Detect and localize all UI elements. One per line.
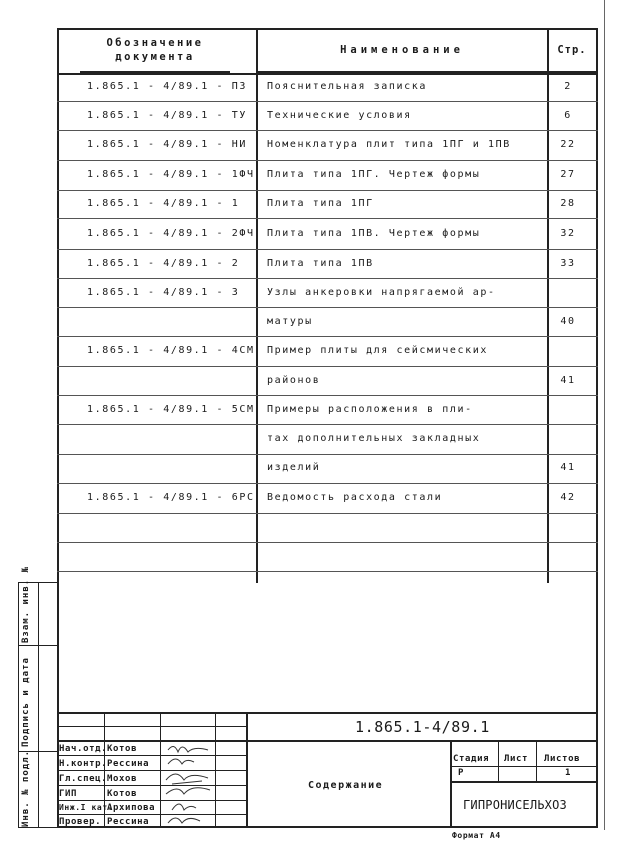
row-page: 2 [564,81,572,92]
row-divider [57,307,598,308]
signature-scribble [172,804,196,810]
title-block-line [57,800,246,801]
row-name: Номенклатура плит типа 1ПГ и 1ПВ [267,139,511,150]
row-designation: 1.865.1 - 4/89.1 - ТУ [87,110,248,121]
signature-scribble [168,818,200,823]
title-block-line [57,755,246,756]
row-name: Ведомость расхода стали [267,492,443,503]
side-stamp [18,565,58,828]
signature-scribble [168,746,208,752]
row-divider [57,101,598,102]
row-divider [57,366,598,367]
signature-scribble [166,774,208,784]
stage-value: Р [458,768,465,778]
row-designation: 1.865.1 - 4/89.1 - ПЗ [87,81,248,92]
sheets-value: 1 [565,768,572,778]
title-block-col [246,712,248,828]
title-block-line [57,814,246,815]
row-designation: 1.865.1 - 4/89.1 - 4СМ [87,345,255,356]
row-page: 41 [560,375,576,386]
row-page: 33 [560,258,576,269]
header-page: Стр. [548,28,596,73]
row-name: Плита типа 1ПВ. Чертеж формы [267,228,481,239]
row-page: 32 [560,228,576,239]
row-designation: 1.865.1 - 4/89.1 - 1ФЧ [87,169,255,180]
column-divider [256,28,258,583]
title-block-line [57,770,246,771]
title-block-col [498,742,499,782]
row-name: Узлы анкеровки напрягаемой ар- [267,287,496,298]
staff-surname: Архипова [107,803,156,813]
row-divider [57,454,598,455]
title-block-line [57,740,598,742]
row-name: матуры [267,316,313,327]
signature-marks [162,740,216,828]
row-name: Пояснительная записка [267,81,428,92]
staff-surname: Мохов [107,774,138,784]
staff-surname: Котов [107,744,138,754]
row-name: изделий [267,462,321,473]
staff-role: Инж.I кат. [59,803,114,812]
row-divider [57,571,598,572]
row-divider [57,513,598,514]
title-block-col [450,742,452,828]
row-designation: 1.865.1 - 4/89.1 - 2 [87,258,240,269]
row-divider [57,160,598,161]
row-name: Технические условия [267,110,412,121]
row-name: Плита типа 1ПГ [267,198,374,209]
row-divider [57,483,598,484]
title-block-top [57,712,598,714]
column-divider [547,28,549,583]
staff-role: Гл.спец. [59,774,108,784]
row-divider [57,542,598,543]
title-block-line [450,781,598,783]
row-name: районов [267,375,321,386]
sheet-title: Содержание [308,780,384,791]
row-page: 22 [560,139,576,150]
organization-name: ГИПРОНИСЕЛЬХОЗ [463,798,567,812]
row-designation: 1.865.1 - 4/89.1 - 1 [87,198,240,209]
row-designation: 1.865.1 - 4/89.1 - 3 [87,287,240,298]
row-designation: 1.865.1 - 4/89.1 - 5СМ [87,404,255,415]
row-page: 40 [560,316,576,327]
row-designation: 1.865.1 - 4/89.1 - 6РС [87,492,255,503]
row-page: 42 [560,492,576,503]
row-name: Плита типа 1ПВ [267,258,374,269]
title-block-col [536,742,537,782]
header-designation: Обозначение документа [80,28,230,73]
format-label: Формат А4 [452,831,501,840]
row-name: Плита типа 1ПГ. Чертеж формы [267,169,481,180]
sheets-label: Листов [544,754,581,764]
row-name: Пример плиты для сейсмических [267,345,488,356]
side-stamp-divider [38,583,39,827]
side-label-podpis-data: Подпись и дата [21,657,31,747]
row-divider [57,424,598,425]
row-page: 28 [560,198,576,209]
row-page: 41 [560,462,576,473]
document-code: 1.865.1-4/89.1 [355,718,490,736]
title-block-col [160,712,161,828]
row-divider [57,278,598,279]
side-label-inv-podl: Инв. № подл. [21,749,31,827]
stage-label: Стадия [453,754,490,764]
staff-surname: Котов [107,789,138,799]
title-block-line [57,785,246,786]
row-divider [57,190,598,191]
row-name: Примеры расположения в пли- [267,404,473,415]
row-designation: 1.865.1 - 4/89.1 - 2ФЧ [87,228,255,239]
staff-surname: Рессина [107,817,150,827]
signature-scribble [166,788,210,794]
signature-scribble [168,759,194,764]
staff-role: ГИП [59,789,78,799]
title-block-line [450,766,598,767]
row-designation: 1.865.1 - 4/89.1 - НИ [87,139,248,150]
row-divider [57,249,598,250]
row-page: 6 [564,110,572,121]
row-divider [57,395,598,396]
staff-role: Нач.отд. [59,744,108,754]
row-name: тах дополнительных закладных [267,433,481,444]
page-edge-line [604,0,605,830]
header-divider [57,73,598,75]
staff-surname: Рессина [107,759,150,769]
row-divider [57,218,598,219]
sheet-label: Лист [504,754,529,764]
row-divider [57,130,598,131]
staff-role: Провер. [59,817,102,827]
row-page: 27 [560,169,576,180]
row-divider [57,336,598,337]
staff-role: Н.контр. [59,759,108,769]
title-block-line [57,726,246,727]
header-name: Наименование [257,28,547,73]
side-label-vzam-inv: Взам. инв. № [21,565,31,643]
side-stamp-divider [19,645,59,646]
